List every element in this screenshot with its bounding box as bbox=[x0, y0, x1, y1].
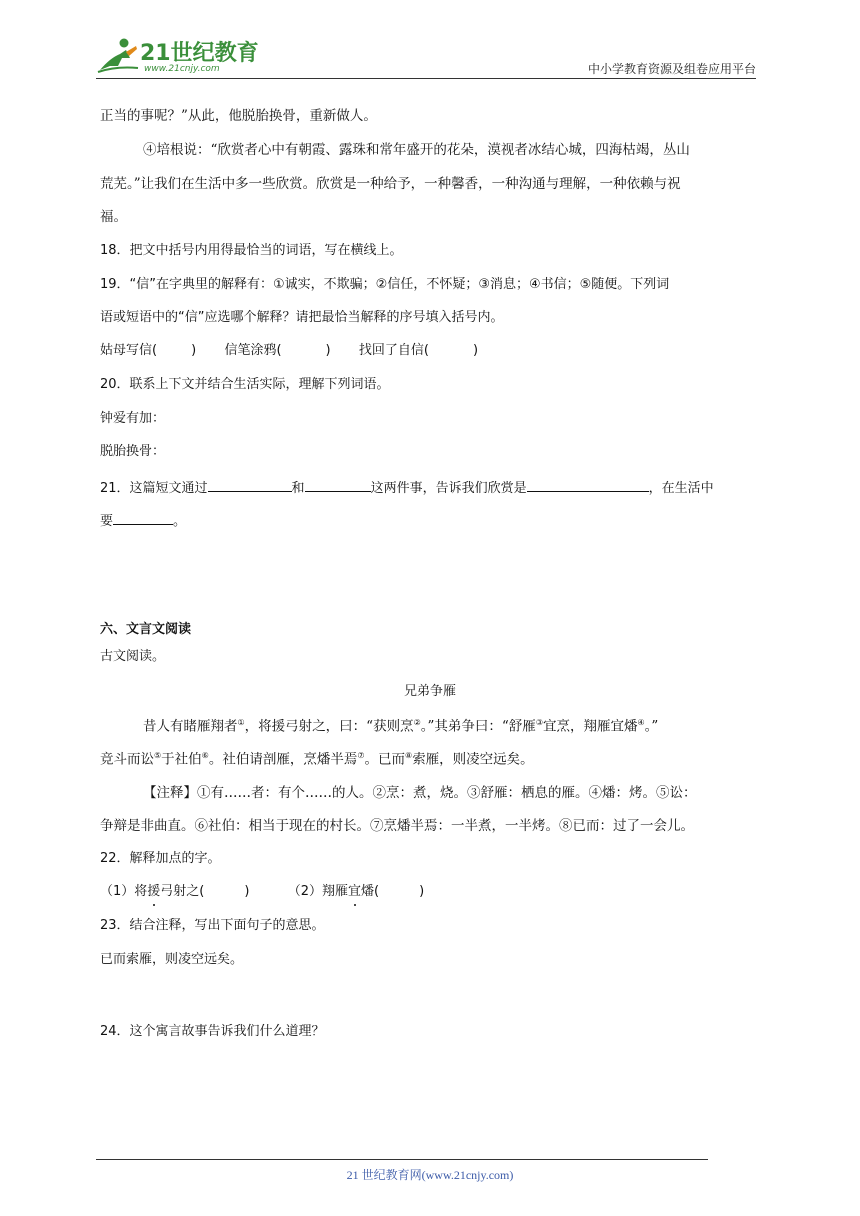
question-21-line-1: 21．这篇短文通过 和 这两件事，告诉我们欣赏是 ，在生活中 bbox=[100, 477, 714, 499]
question-23-sentence: 已而索雁，则凌空远矣。 bbox=[100, 952, 244, 967]
notes-line-1: 【注释】①有……者：有个……的人。②烹：煮，烧。③舒雁：栖息的雁。④燔：烤。⑤讼： bbox=[143, 785, 697, 801]
answer-blank[interactable] bbox=[208, 477, 292, 492]
dotted-char: 宜 bbox=[348, 882, 361, 902]
question-22-items: （1）将援弓射之( ) （2）翔雁宜燔( ) bbox=[100, 882, 424, 902]
question-18: 18．把文中括号内用得最恰当的词语，写在横线上。 bbox=[100, 243, 403, 258]
answer-blank[interactable] bbox=[305, 477, 371, 492]
platform-label: 中小学教育资源及组卷应用平台 bbox=[587, 62, 756, 76]
notes-line-2: 争辩是非曲直。⑥社伯：相当于现在的村长。⑦烹燔半焉：一半煮，一半烤。⑧已而：过了一会儿。 bbox=[100, 818, 694, 834]
dotted-char: 援 bbox=[147, 882, 160, 902]
item-label: 信笔涂鸦( bbox=[224, 343, 282, 358]
runner-logo-icon bbox=[96, 36, 140, 76]
story-line-1: 昔人有睹雁翔者①，将援弓射之，曰：“获则烹②。”其弟争曰：“舒雁③宜烹，翔雁宜燔④。” bbox=[143, 718, 659, 735]
section-intro: 古文阅读。 bbox=[100, 649, 166, 664]
question-19-items: 姑母写信( ) 信笔涂鸦( ) 找回了自信( ) bbox=[100, 343, 479, 358]
logo-url: www.21cnjy.com bbox=[144, 64, 220, 74]
passage-line-4: 福。 bbox=[100, 209, 127, 225]
story-line-2: 竞斗而讼⑤于社伯⑥。社伯请剖雁，烹燔半焉⑦。已而⑧索雁，则凌空远矣。 bbox=[100, 751, 534, 768]
footer-text[interactable]: 21 世纪教育网(www.21cnjy.com) bbox=[346, 1168, 514, 1182]
item-label: 姑母写信( bbox=[100, 343, 158, 358]
question-22: 22．解释加点的字。 bbox=[100, 851, 221, 866]
question-20: 20．联系上下文并结合生活实际，理解下列词语。 bbox=[100, 377, 390, 392]
passage-line-2: ④培根说：“欣赏者心中有朝霞、露珠和常年盛开的花朵，漠视者冰结心城，四海枯竭，丛山 bbox=[143, 142, 690, 158]
passage-line-1: 正当的事呢？”从此，他脱胎换骨，重新做人。 bbox=[100, 108, 377, 124]
answer-blank[interactable] bbox=[113, 510, 173, 525]
passage-line-3: 荒芜。”让我们在生活中多一些欣赏。欣赏是一种给予，一种馨香，一种沟通与理解，一种依赖与祝 bbox=[100, 176, 681, 192]
page-header bbox=[96, 30, 756, 80]
header-divider bbox=[96, 78, 756, 79]
question-19-line-1: 19．“信”在字典里的解释有：①诚实，不欺骗；②信任，不怀疑；③消息；④书信；⑤随便。下列词 bbox=[100, 277, 670, 292]
question-24: 24．这个寓言故事告诉我们什么道理？ bbox=[100, 1024, 325, 1039]
logo bbox=[96, 36, 266, 80]
item-label: 找回了自信( bbox=[358, 343, 429, 358]
question-20-term-1: 钟爱有加： bbox=[100, 411, 166, 426]
logo-text: 21世纪教育 bbox=[140, 41, 259, 66]
question-21-line-2: 要 。 bbox=[100, 510, 186, 532]
answer-blank[interactable] bbox=[527, 477, 649, 492]
question-20-term-2: 脱胎换骨： bbox=[100, 444, 166, 459]
question-19-line-2: 语或短语中的“信”应选哪个解释？请把最恰当解释的序号填入括号内。 bbox=[100, 310, 504, 325]
footer-divider bbox=[96, 1159, 708, 1160]
section-heading: 六、文言文阅读 bbox=[100, 622, 192, 637]
question-23: 23．结合注释，写出下面句子的意思。 bbox=[100, 918, 325, 933]
story-title: 兄弟争雁 bbox=[403, 684, 456, 699]
